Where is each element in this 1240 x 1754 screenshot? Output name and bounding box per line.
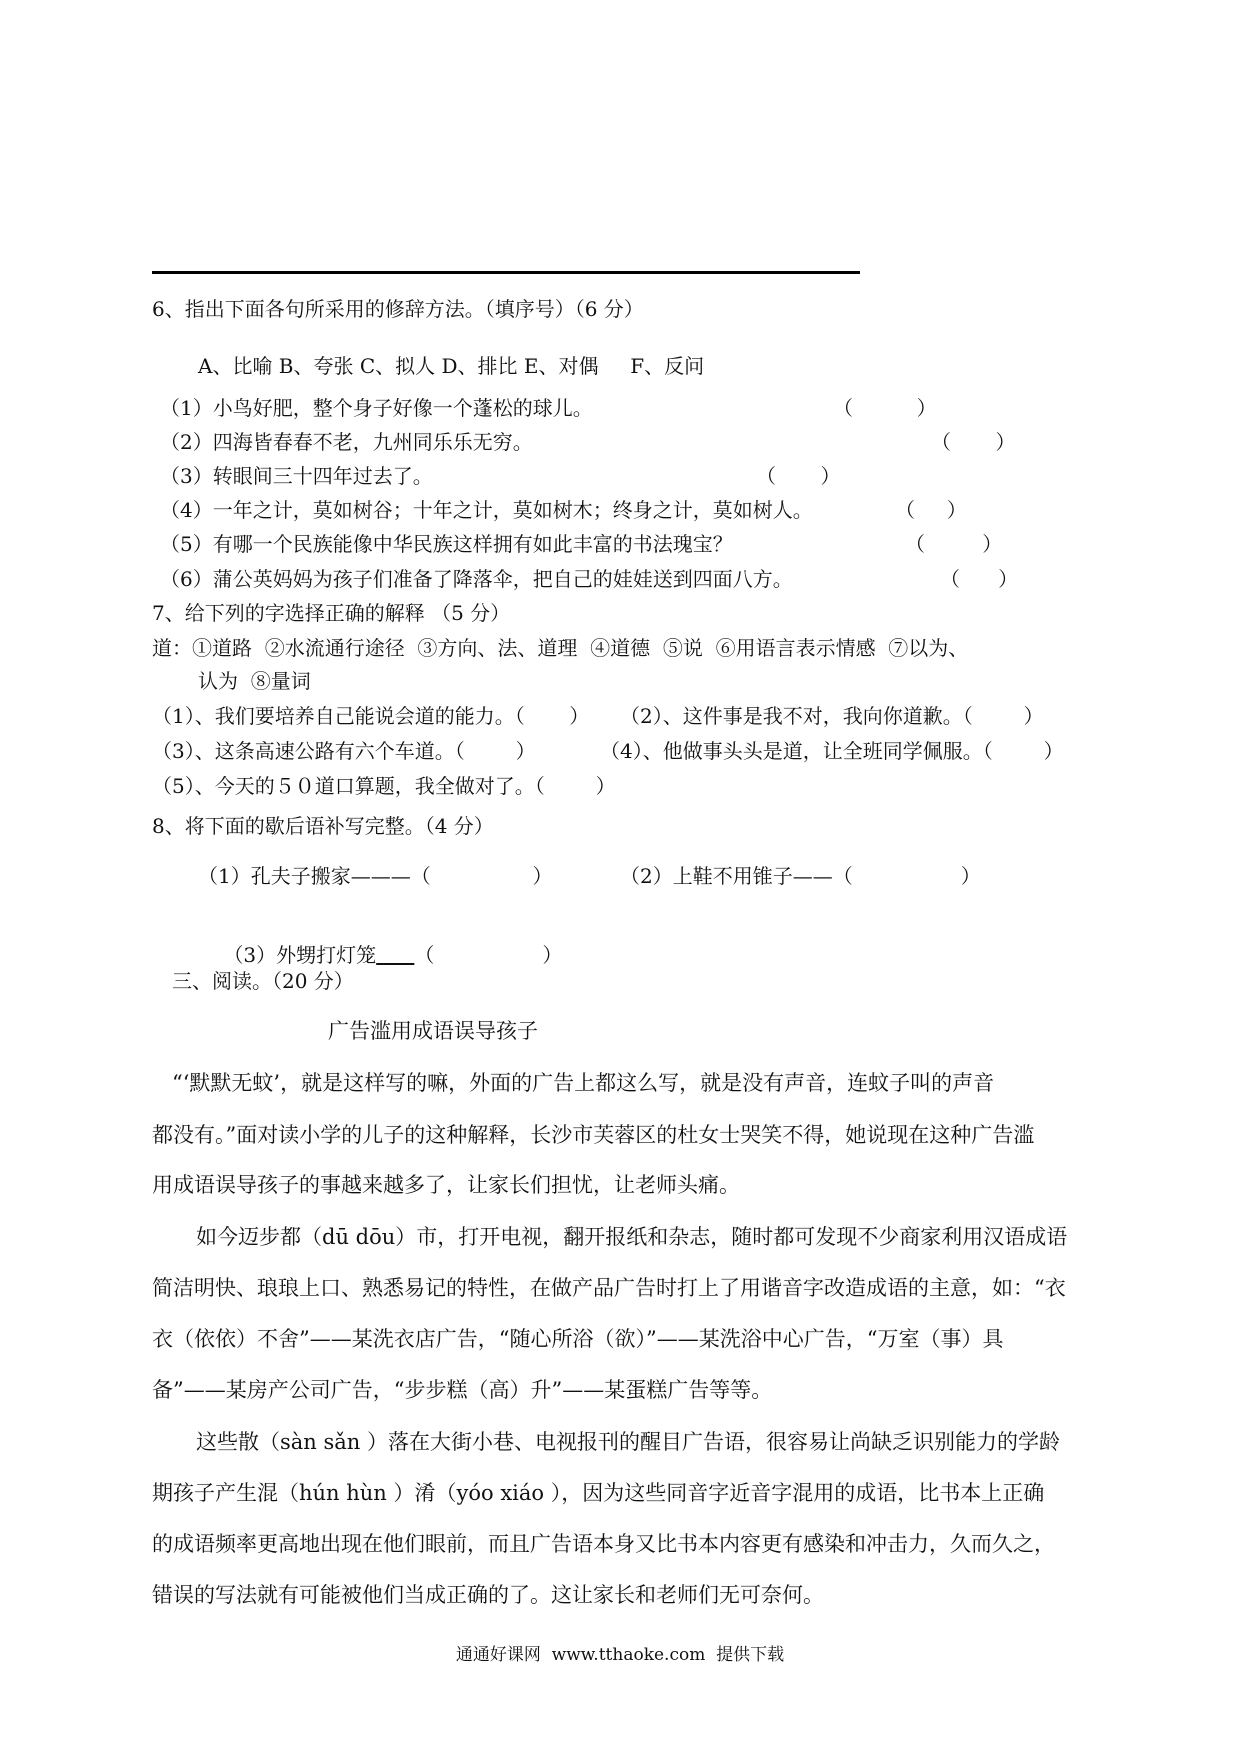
reading-title: 广告滥用成语误导孩子 <box>328 1019 538 1043</box>
q6-options: A、比喻 B、夸张 C、拟人 D、排比 E、对偶 F、反问 <box>198 354 705 378</box>
reading-heading: 三、阅读。（20 分） <box>172 969 354 993</box>
reading-line-7: 备”——某房产公司广告，“步步糕（高）升”——某蛋糕广告等等。 <box>152 1378 773 1402</box>
q8-item-3-underline <box>376 943 414 967</box>
q8-heading: 8、将下面的歇后语补写完整。（4 分） <box>152 814 494 838</box>
q6-item-6-text: （6）蒲公英妈妈为孩子们准备了降落伞，把自己的娃娃送到四面八方。 <box>160 567 793 591</box>
q7-item-1: （1）、我们要培养自己能说会道的能力。（ ） <box>152 704 590 728</box>
q8-item-2: （2）上鞋不用锥子——（ ） <box>620 864 981 888</box>
reading-line-4: 如今迈步都（dū dōu）市，打开电视，翻开报纸和杂志，随时都可发现不少商家利用汉语成语 <box>196 1225 1068 1249</box>
q6-item-1-blank: （ ） <box>833 396 937 420</box>
reading-line-3: 用成语误导孩子的事越来越多了，让家长们担忧，让老师头痛。 <box>152 1173 740 1197</box>
reading-line-8: 这些散（sàn sǎn ）落在大街小巷、电视报刊的醒目广告语，很容易让尚缺乏识别能力的学龄 <box>196 1430 1060 1454</box>
reading-line-10: 的成语频率更高地出现在他们眼前，而且广告语本身又比书本内容更有感染和冲击力，久而久之， <box>152 1532 1055 1556</box>
q6-item-1-text: （1）小鸟好肥，整个身子好像一个蓬松的球儿。 <box>160 396 593 420</box>
reading-line-11: 错误的写法就有可能被他们当成正确的了。这让家长和老师们无可奈何。 <box>152 1583 824 1607</box>
q7-heading: 7、给下列的字选择正确的解释 （5 分） <box>152 601 511 625</box>
q7-item-5: （5）、今天的５０道口算题，我全做对了。（ ） <box>152 774 616 798</box>
q6-item-3-text: （3）转眼间三十四年过去了。 <box>160 464 433 488</box>
q8-item-3-label: （3）外甥打灯笼 <box>223 943 377 967</box>
q6-item-6-blank: （ ） <box>940 567 1019 591</box>
top-divider <box>152 271 860 274</box>
q8-item-3-blank: （ ） <box>414 943 563 967</box>
q7-definitions-line1: 道：①道路 ②水流通行途径 ③方向、法、道理 ④道德 ⑤说 ⑥用语言表示情感 ⑦以为、 <box>152 636 969 660</box>
reading-line-1: “‘默默无蚊’，就是这样写的嘛，外面的广告上都这么写，就是没有声音，连蚊子叫的声音 <box>172 1071 995 1095</box>
footer-source: 通通好课网 www.tthaoke.com 提供下载 <box>455 1645 785 1665</box>
reading-line-5: 简洁明快、琅琅上口、熟悉易记的特性，在做产品广告时打上了用谐音字改造成语的主意，如：“衣 <box>152 1276 1066 1300</box>
q7-item-3: （3）、这条高速公路有六个车道。（ ） <box>152 739 536 763</box>
reading-line-9: 期孩子产生混（hún hùn ）淆（yóo xiáo ），因为这些同音字近音字混用的成语，比书本上正确 <box>152 1481 1045 1505</box>
q6-heading: 6、指出下面各句所采用的修辞方法。（填序号）（6 分） <box>152 297 644 321</box>
q6-item-3-blank: （ ） <box>756 464 841 488</box>
q7-item-2: （2）、这件事是我不对，我向你道歉。（ ） <box>620 704 1044 728</box>
q6-item-2-blank: （ ） <box>931 430 1016 454</box>
q7-item-4: （4）、他做事头头是道，让全班同学佩服。（ ） <box>600 739 1064 763</box>
q6-item-4-blank: （ ） <box>895 498 967 522</box>
q7-definitions-line2: 认为 ⑧量词 <box>198 669 311 693</box>
q8-item-1: （1）孔夫子搬家———（ ） <box>198 864 553 888</box>
q6-item-5-blank: （ ） <box>905 532 1003 556</box>
reading-line-2: 都没有。”面对读小学的儿子的这种解释，长沙市芙蓉区的杜女士哭笑不得，她说现在这种广告滥 <box>152 1123 1035 1147</box>
reading-line-6: 衣（依依）不舍”——某洗衣店广告，“随心所浴（欲）”——某洗浴中心广告，“万室（事）具 <box>152 1327 1004 1351</box>
q6-item-2-text: （2）四海皆春春不老，九州同乐乐无穷。 <box>160 430 533 454</box>
q6-item-5-text: （5）有哪一个民族能像中华民族这样拥有如此丰富的书法瑰宝？ <box>160 532 733 556</box>
q6-item-4-text: （4）一年之计，莫如树谷；十年之计，莫如树木；终身之计，莫如树人。 <box>160 498 813 522</box>
